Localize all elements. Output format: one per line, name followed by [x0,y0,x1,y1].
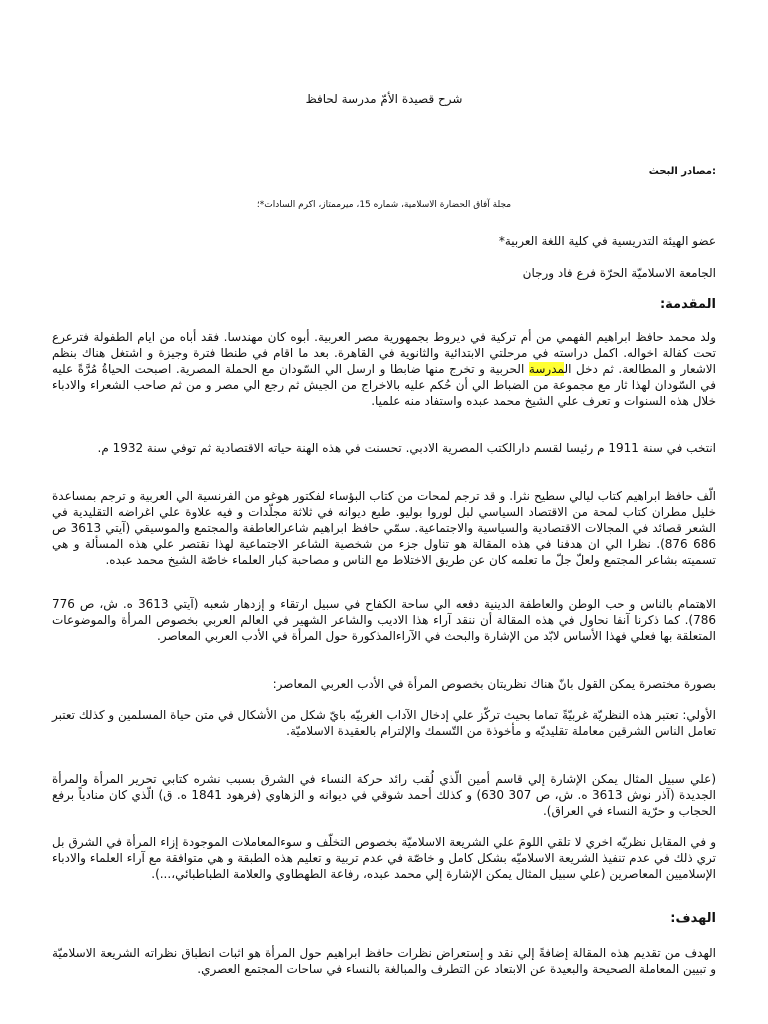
highlighted-word: مدرسة [528,362,565,376]
author-affiliation-university: الجامعة الاسلاميّة الحرّة فرع فاد ورجان [522,266,716,280]
intro-paragraph-career: انتخب في سنة 1911 م رئيسا لقسم دارالكتب المصرية الادبي. تحسنت في هذه الهنة حياته الاقتصادية ثم توفي سنة 1932 م. [97,441,716,455]
author-affiliation-faculty: عضو الهيئة التدريسية في كلية اللغة العربية* [498,234,716,248]
intro-paragraph-two-theories: بصورة مختصرة يمكن القول بانّ هناك نظريتان بخصوص المرأة في الأدب العربي المعاصر: [272,677,716,691]
biography-text-end: الحربية و تخرج منها ضابطا و ارسل الي السّودان مع الحملة المصرية. اصبحت الحياةُ مُرَّةً عليه في السّودان لهذا ثار مع مجموعة من الضباط الي أن حُكم عليه بالاخراج من الجيش ثم رجع الي مصر و من ثم صاحب الشعراء والادباء خلال هذه السنوات و تعرف علي الشيخ محمد عبده واستفاد منه علميا. [52,362,716,408]
goal-heading: الهدف: [670,911,716,926]
intro-paragraph-first-theory: الأولي: تعتبر هذه النظريّة غربيّةً تماما بحيث تركّز علي إدخال الآداب الغربيّه بايّ شكل من الأشكال في متن حياة المسلمين و كذلك تعتبر تعامل الناس الشرقين معاملة تقليديّه و مأخوذة من التّسمك والإلترام بالعقيدة الاسلاميّة. [52,708,716,738]
sources-line: مجلة آفاق الحضارة الاسلامية، شماره 15، ميرممتاز، اكرم السادات*؛ [256,200,512,210]
intro-paragraph-works: الّف حافظ ابراهيم كتاب ليالي سطيح نثرا. و قد ترجم لمحات من كتاب البؤساء لفكتور هوغو من الفرنسية الي العربية و ترجم بمساعدة خليل مطران كتاب لمحة من الاقتصاد السياسي لبل لوروا بوليو. طبع ديوانه في ثلاثة مجلّدات و فيه علاوة علي اغراضه التقليدية في الشعر قصائد في المجالات الاقتصادية والسياسية والاجتماعية. سمّي حافظ ابراهيم شاعرالعاطفة والمجتمع والموسيقي (آيتي 3613 ص 686 876). نظرا الي ان هدفنا في هذه المقالة هو تناول جزء من شخصية الشاعر الاجتماعية لهذا نقتصر علي هذه المسألة و هي تسميته بشاعر المجتمع ولعلّ جلّ ما تعلمه كان عن طريق الاختلاط مع الناس و مصاحبة كبار العلماء خاصّة الشيخ محمد عبده. [52,489,717,567]
goal-paragraph: الهدف من تقديم هذه المقالة إضافةً إلي نقد و إستعراض نظرات حافظ ابراهيم حول المرأة هو اثبات انطباق نظراته الشريعة الاسلاميّة و تبيين المعاملة الصحيحة والبعيدة عن الابتعاد عن التطرف والمبالغة بالنساء في ساحات المجتمع العصري. [52,946,716,976]
biography-text-start: ولد محمد حافظ ابراهيم الفهمي من أم تركية في ديروط بجمهورية مصر العربية. أبوه كان مهندسا. فقد أباه من ايام الطفولة فترعرع تحت كفالة اخواله. اكمل دراسته في مرحلتي الابتدائية والثانوية في القاهرة. بعد ما اقام في طنطا فترة وجيزة و اشتغل هناك بنظم الاشعار و المطالعة. ثم دخل ال [52,330,716,376]
intro-paragraph-biography [52,329,716,409]
document-title: شرح قصيدة الأمّ مدرسة لحافظ [305,92,463,106]
intro-paragraph-concerns: الاهتمام بالناس و حب الوطن والعاطفة الدينية دفعه الي ساحة الكفاح في سبيل ارتقاء و إزدهار شعبه (آيتي 3613 ه. ش، ص 776 786). كما ذكرنا آنفا نحاول في هذه المقالة أن ننقد آراء هذا الاديب والشاعر الشهير في العالم العربي بخصوص المرأة والموضوعات المتعلقة بها فعلي فهذا الأساس لابّد من الإشارة والبحث في الآراءالمذكورة حول المرأة في الأدب العربي المعاصر. [52,597,717,643]
intro-heading: المقدمة: [659,297,716,312]
sources-heading: :مصادر البحث [648,166,716,177]
intro-paragraph-examples: (علي سبيل المثال يمكن الإشارة إلي قاسم أمين الّذي لُقب رائد حركة النساء في الشرق بسبب نشره كتابي تحرير المرأة والمرأة الجديدة (آذر نوش 3613 ه. ش، ص 307 630) و كذلك أحمد شوقي في ديوانه و الزهاوي (فرهود 1841 ه. ق) الّذي كان منادياً برفع الحجاب و حرّية النساء في العراق). [52,772,716,818]
intro-paragraph-second-theory: و في المقابل نظريّه اخري لا تلقي اللومَ علي الشريعة الاسلاميّة بخصوص التخلّف و سوءالمعاملات الموجودة إزاء المرأة في الشرق بل تري ذلك في عدم تنفيذ الشريعة الاسلاميّه بشكل كامل و خاصّة في عدم تربية و تعليم هذه الطبقة و هي متوافقة مع آراء العلماء والادباء الإسلاميين المعاصرين (علي سبيل المثال يمكن الإشارة إلي محمد عبده، رفاعة الطهطاوي والعلامة الطباطبائي،...). [52,835,716,881]
